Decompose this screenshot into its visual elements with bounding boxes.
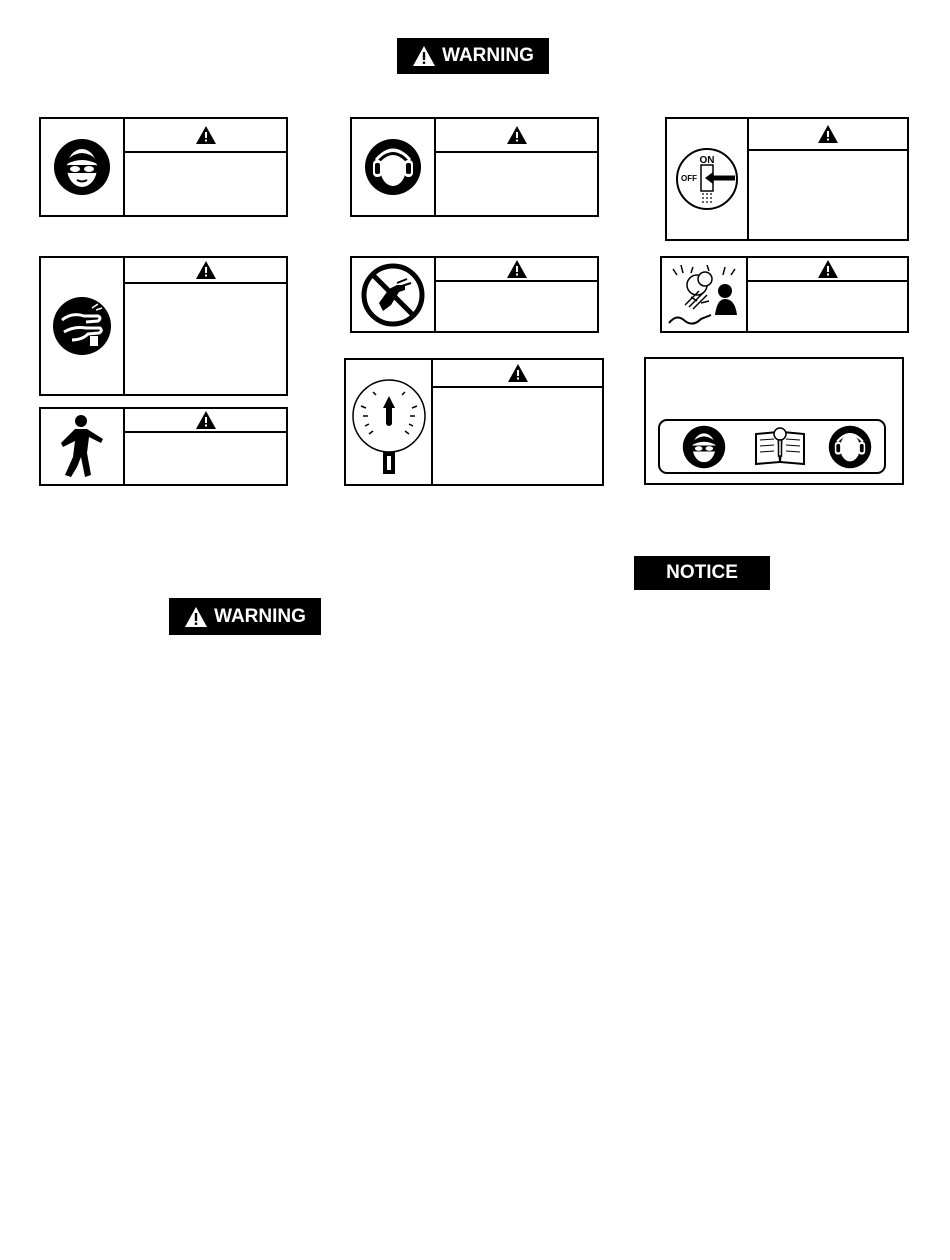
warning-triangle-icon	[196, 411, 216, 429]
warning-triangle-icon	[818, 125, 838, 143]
notice-banner-text: NOTICE	[666, 562, 738, 583]
warning-banner-text: WARNING	[214, 605, 306, 627]
on-text: ON	[699, 155, 715, 166]
warning-banner-top	[397, 38, 549, 74]
ppe-manual-label	[644, 357, 904, 485]
on-off-switch-icon	[675, 147, 739, 211]
warning-triangle-icon	[184, 606, 208, 628]
pressure-gauge-label	[344, 358, 604, 486]
ear-protection-icon	[828, 425, 872, 469]
hand-injury-icon	[52, 296, 112, 356]
warning-banner-text: WARNING	[442, 45, 534, 66]
explosion-hazard-label	[660, 256, 909, 333]
eye-protection-label	[39, 117, 288, 217]
warning-triangle-icon	[818, 260, 838, 278]
notice-banner	[634, 556, 770, 590]
warning-triangle-icon	[196, 261, 216, 279]
manual-info-icon	[754, 426, 806, 466]
off-text: OFF	[681, 174, 697, 183]
warning-triangle-icon	[508, 364, 528, 382]
ppe-icon-strip	[658, 419, 886, 474]
pressure-gauge-icon	[349, 364, 429, 480]
eye-protection-icon	[53, 138, 111, 196]
explosion-icon	[665, 261, 743, 329]
falling-person-icon	[57, 413, 107, 481]
ear-protection-icon	[364, 138, 422, 196]
warning-triangle-icon	[412, 45, 436, 67]
no-hand-icon	[361, 263, 425, 327]
warning-banner-lower	[169, 598, 321, 635]
hearing-protection-label	[350, 117, 599, 217]
skin-injection-label	[39, 256, 288, 396]
warning-triangle-icon	[196, 126, 216, 144]
warning-triangle-icon	[507, 260, 527, 278]
lockout-power-label	[665, 117, 909, 241]
no-hand-spray-label	[350, 256, 599, 333]
eye-protection-icon	[682, 425, 726, 469]
trip-hazard-label	[39, 407, 288, 486]
warning-triangle-icon	[507, 126, 527, 144]
